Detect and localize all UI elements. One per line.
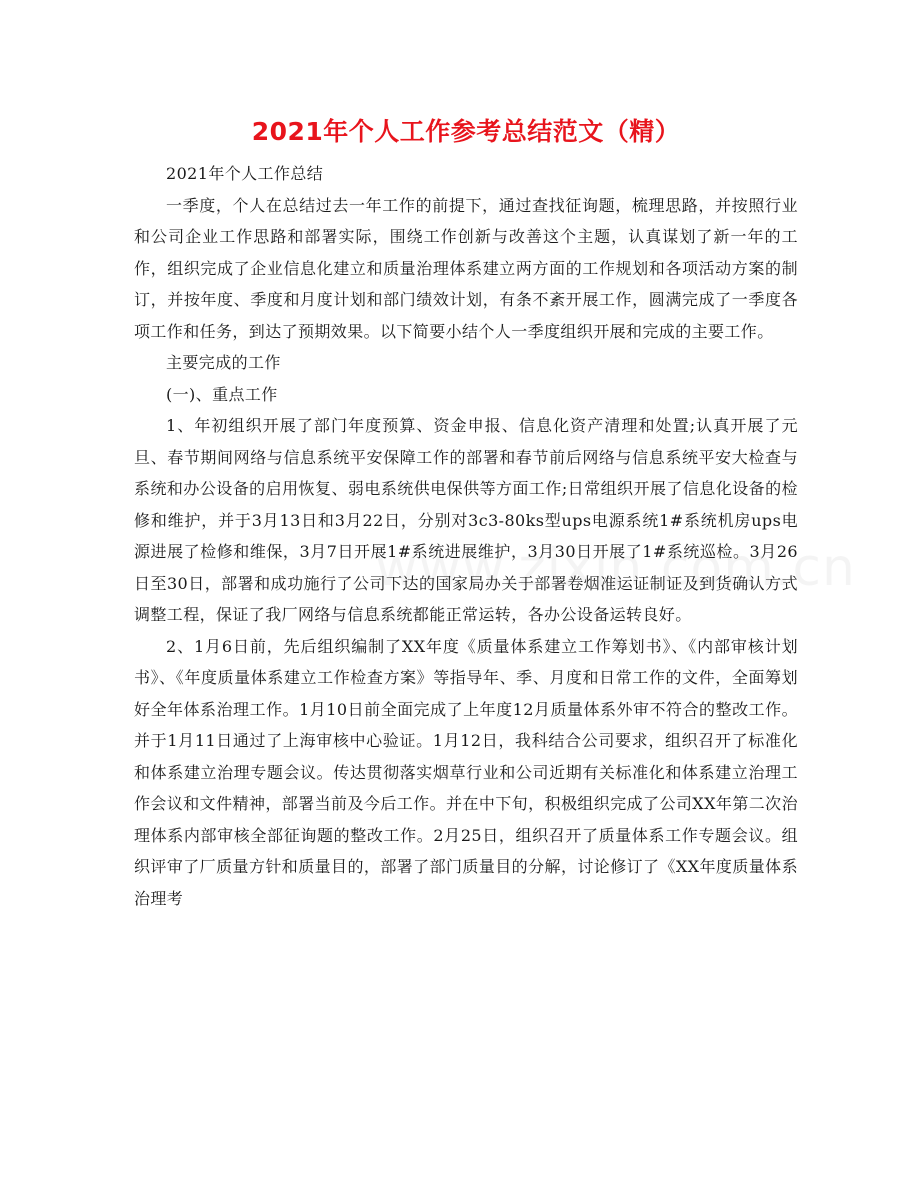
paragraph-section-heading: 主要完成的工作 — [166, 353, 281, 372]
paragraph-subtitle: 2021年个人工作总结 — [166, 164, 324, 183]
paragraph-item-1: 1、年初组织开展了部门年度预算、资金申报、信息化资产清理和处置;认真开展了元旦、春节期间网络与信息系统平安保障工作的部署和春节前后网络与信息系统平安大检查与系统和办公设备的启用恢复、弱电系统供电保供等方面工作;日常组织开展了信息化设备的检修和维护，并于3月13日和3月22日，分别对3c3-80ks型ups电源系统1#系统机房ups电源进展了检修和维保，3月7日开展1#系统进展维护，3月30日开展了1#系统巡检。3月26日至30日，部署和成功施行了公司下达的国家局办关于部署卷烟准运证制证及到货确认方式调整工程，保证了我厂网络与信息系统都能正常运转，各办公设备运转良好。 — [134, 416, 798, 624]
paragraph-intro: 一季度，个人在总结过去一年工作的前提下，通过查找征询题，梳理思路，并按照行业和公司企业工作思路和部署实际，围绕工作创新与改善这个主题，认真谋划了新一年的工作，组织完成了企业信息化建立和质量治理体系建立两方面的工作规划和各项活动方案的制订，并按年度、季度和月度计划和部门绩效计划，有条不紊开展工作，圆满完成了一季度各项工作和任务，到达了预期效果。以下简要小结个人一季度组织开展和完成的主要工作。 — [134, 195, 798, 341]
paragraph-subsection-heading: (一)、重点工作 — [166, 384, 278, 404]
document-page — [134, 112, 798, 914]
document-title: 2021年个人工作参考总结范文（精） — [251, 117, 681, 146]
paragraph-item-2: 2、1月6日前，先后组织编制了XX年度《质量体系建立工作筹划书》、《内部审核计划书》、《年度质量体系建立工作检查方案》等指导年、季、月度和日常工作的文件，全面筹划好全年体系治理工作。1月10日前全面完成了上年度12月质量体系外审不符合的整改工作。并于1月11日通过了上海审核中心验证。1月12日，我科结合公司要求，组织召开了标准化和体系建立治理专题会议。传达贯彻落实烟草行业和公司近期有关标准化和体系建立治理工作会议和文件精神，部署当前及今后工作。并在中下旬，积极组织完成了公司XX年第二次治理体系内部审核全部征询题的整改工作。2月25日，组织召开了质量体系工作专题会议。组织评审了厂质量方针和质量目的，部署了部门质量目的分解，讨论修订了《XX年度质量体系治理考 — [134, 636, 798, 908]
